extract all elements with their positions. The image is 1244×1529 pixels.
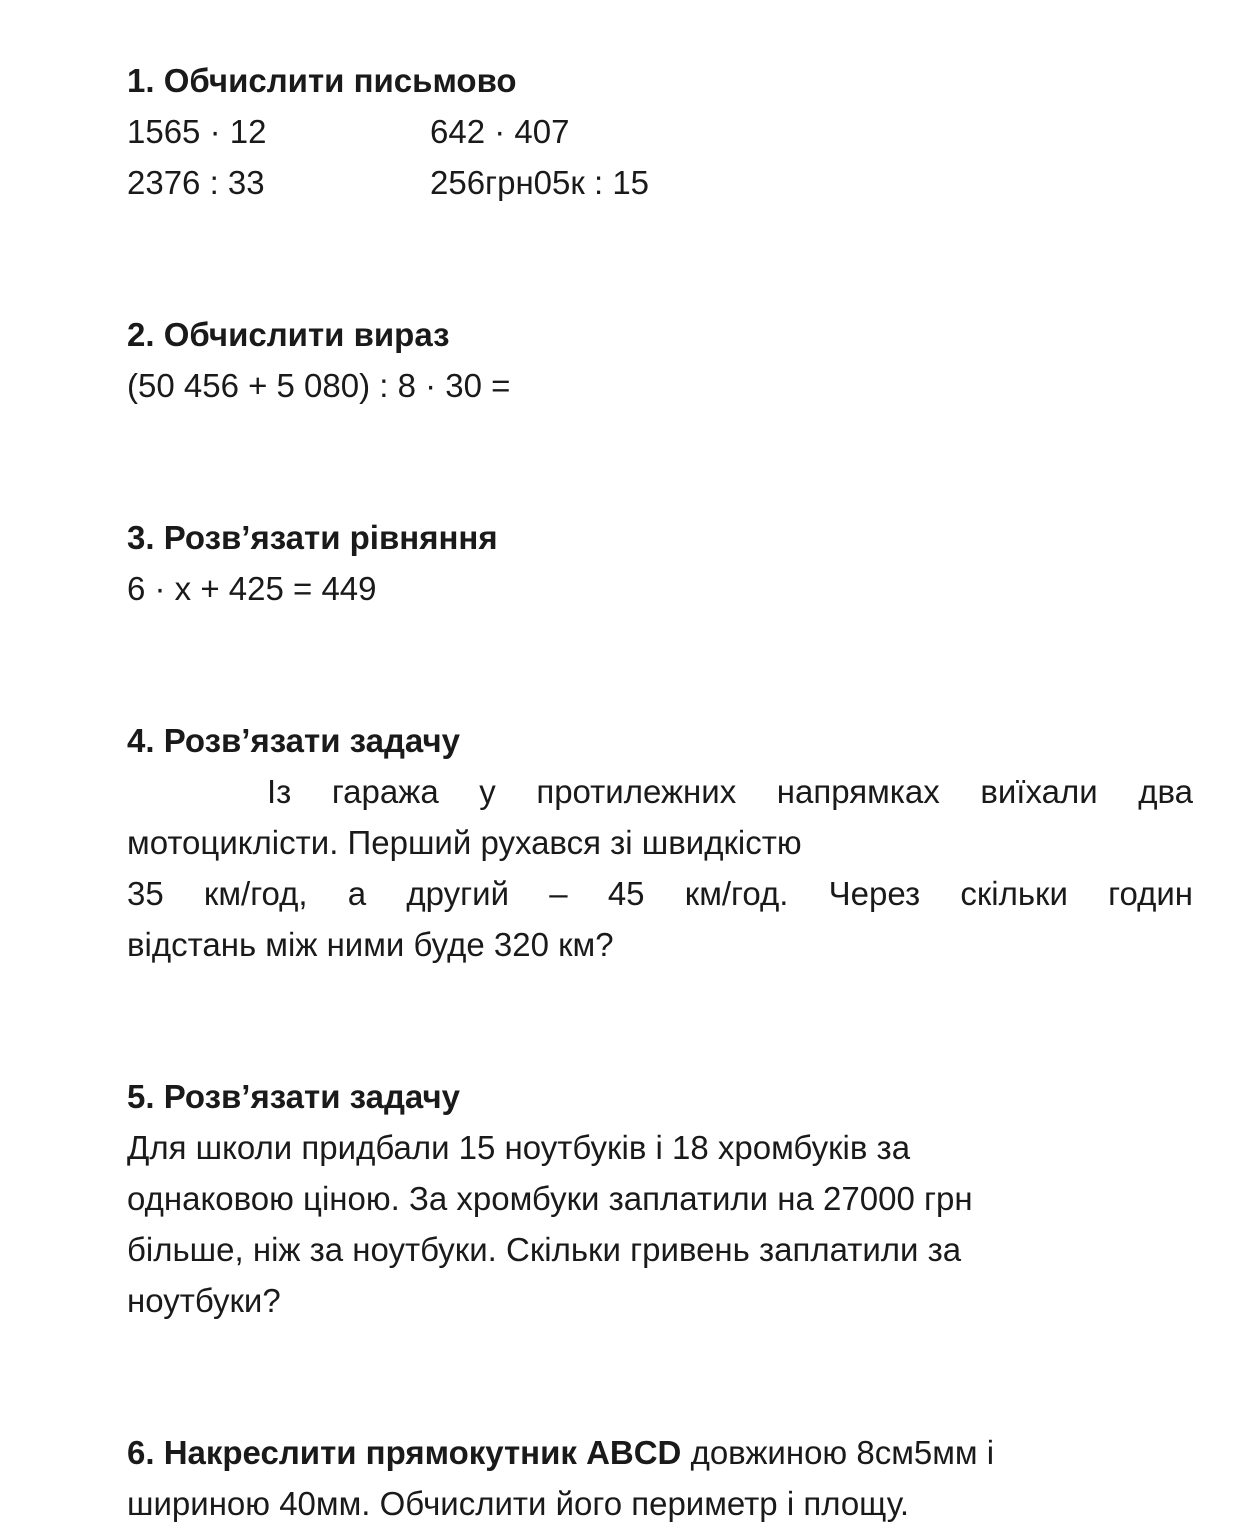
task-1-item: 2376 : 33 — [127, 164, 265, 201]
task-1-item: 256грн05к : 15 — [430, 164, 650, 201]
task-5-text-line: однаковою ціною. За хромбуки заплатили на 27000 грн — [127, 1180, 973, 1217]
task-1 — [127, 55, 1193, 208]
task-2-expression: (50 456 + 5 080) : 8 · 30 = — [127, 367, 511, 404]
spacer — [127, 208, 1193, 309]
spacer — [127, 614, 1193, 715]
task-4-text-line: мотоциклісти. Перший рухався зі швидкістю — [127, 824, 802, 861]
task-5-text-line: більше, ніж за ноутбуки. Скільки гривень заплатили за — [127, 1231, 962, 1268]
task-5-text-line: Для школи придбали 15 ноутбуків і 18 хромбуків за — [127, 1129, 911, 1166]
task-1-row — [127, 157, 1193, 208]
task-3 — [127, 512, 1193, 614]
task-1-title: 1. Обчислити письмово — [127, 62, 517, 99]
task-4-text-line: 35 км/год, а другий – 45 км/год. Через скільки годин — [127, 875, 1193, 912]
spacer — [127, 1326, 1193, 1427]
task-6-title-rest: довжиною 8см5мм і — [681, 1434, 995, 1471]
task-4-text-line: Із гаража у протилежних напрямках виїхали два — [267, 773, 1193, 810]
task-3-title: 3. Розв’язати рівняння — [127, 519, 498, 556]
spacer — [127, 411, 1193, 512]
task-6-first-line — [127, 1427, 1193, 1478]
spacer — [127, 970, 1193, 1071]
worksheet — [127, 55, 1193, 1529]
task-4 — [127, 715, 1193, 970]
task-6-text-line: шириною 40мм. Обчислити його периметр і площу. — [127, 1485, 910, 1522]
task-3-equation: 6 · х + 425 = 449 — [127, 570, 377, 607]
task-1-row — [127, 106, 1193, 157]
task-5-text-line: ноутбуки? — [127, 1282, 281, 1319]
task-6 — [127, 1427, 1193, 1529]
task-1-item: 1565 · 12 — [127, 113, 267, 150]
task-4-text-line: відстань між ними буде 320 км? — [127, 926, 614, 963]
task-1-item: 642 · 407 — [430, 113, 570, 150]
task-2-title: 2. Обчислити вираз — [127, 316, 450, 353]
task-2 — [127, 309, 1193, 411]
task-5-title: 5. Розв’язати задачу — [127, 1078, 460, 1115]
task-5 — [127, 1071, 1193, 1326]
task-4-title: 4. Розв’язати задачу — [127, 722, 460, 759]
task-6-title: 6. Накреслити прямокутник ABCD — [127, 1434, 682, 1471]
